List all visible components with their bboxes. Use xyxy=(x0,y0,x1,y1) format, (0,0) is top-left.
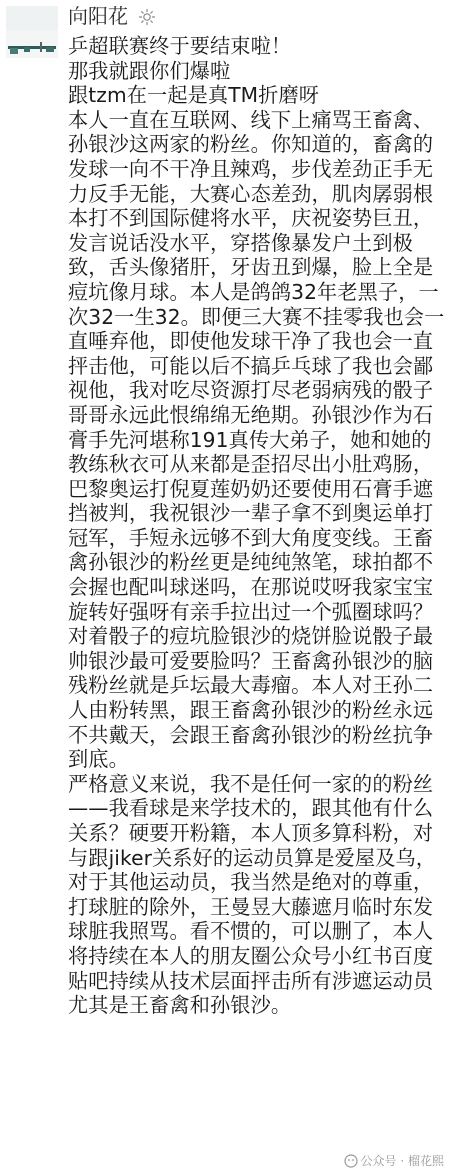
watermark-text: 公众号 · 榴花熙 xyxy=(360,1154,444,1168)
avatar[interactable] xyxy=(6,6,58,58)
watermark xyxy=(344,1153,444,1169)
sun-icon xyxy=(138,8,156,26)
author-name[interactable]: 向阳花 xyxy=(68,4,128,28)
post-text: 乒超联赛终于要结束啦！ 那我就跟你们爆啦 跟tzm在一起是真TM折磨呀 本人一直在互联网、线下上痛骂王畜禽、孙银沙这两家的粉丝。你知道的，畜禽的发球一向不干净且辣鸡，步伐差劲正手无力反手无能，大赛心态差劲，肌肉孱弱根本打不到国际健将水平，庆祝姿势巨丑，发言说话没水平，穿搭像暴发户土到极致，舌头像猪肝，牙齿丑到爆，脸上全是痘坑像月球。本人是鸽鸽32年老黑子，一次32一生32。即便三大赛不挂零我也会一直唾弃他，即使他发球干净了我也会一直抨击他，可能以后不搞乒乓球了我也会鄙视他，我对吃尽资源打尽老弱病残的骰子哥哥永远此恨绵绵无绝期。孙银沙作为石膏手先河堪称191真传大弟子，她和她的教练秋衣可从来都是歪招尽出小肚鸡肠，巴黎奥运打倪夏莲奶奶还要使用石膏手遮挡被判，我祝银沙一辈子拿不到奥运单打冠军，手短永远够不到大角度变线。王畜禽孙银沙的粉丝更是纯纯煞笔，球拍都不会握也配叫球迷吗，在那说哎呀我家宝宝旋转好强呀有亲手拉出过一个弧圈球吗？对着骰子的痘坑脸银沙的烧饼脸说骰子最帅银沙最可爱要脸吗？王畜禽孙银沙的脑残粉丝就是乒坛最大毒瘤。本人对王孙二人由粉转黑，跟王畜禽孙银沙的粉丝永远不共戴天，会跟王畜禽孙银沙的粉丝抗争到底。 严格意义来说，我不是任何一家的的粉丝——我看球是来学技术的，跟其他有什么关系？硬要开粉籍，本人顶多算科粉，对与跟jiker关系好的运动员算是爱屋及乌，对于其他运动员，我当然是绝对的尊重，打球脏的除外，王曼昱大藤遮月临时东发球脏我照骂。看不惯的，可以删了，本人将持续在本人的朋友圈公众号小红书百度贴吧持续从技术层面抨击所有涉遮运动员尤其是王畜禽和孙银沙。 xyxy=(68,34,445,1018)
avatar-image xyxy=(6,6,58,58)
wechat-official-account-icon xyxy=(344,1154,358,1168)
